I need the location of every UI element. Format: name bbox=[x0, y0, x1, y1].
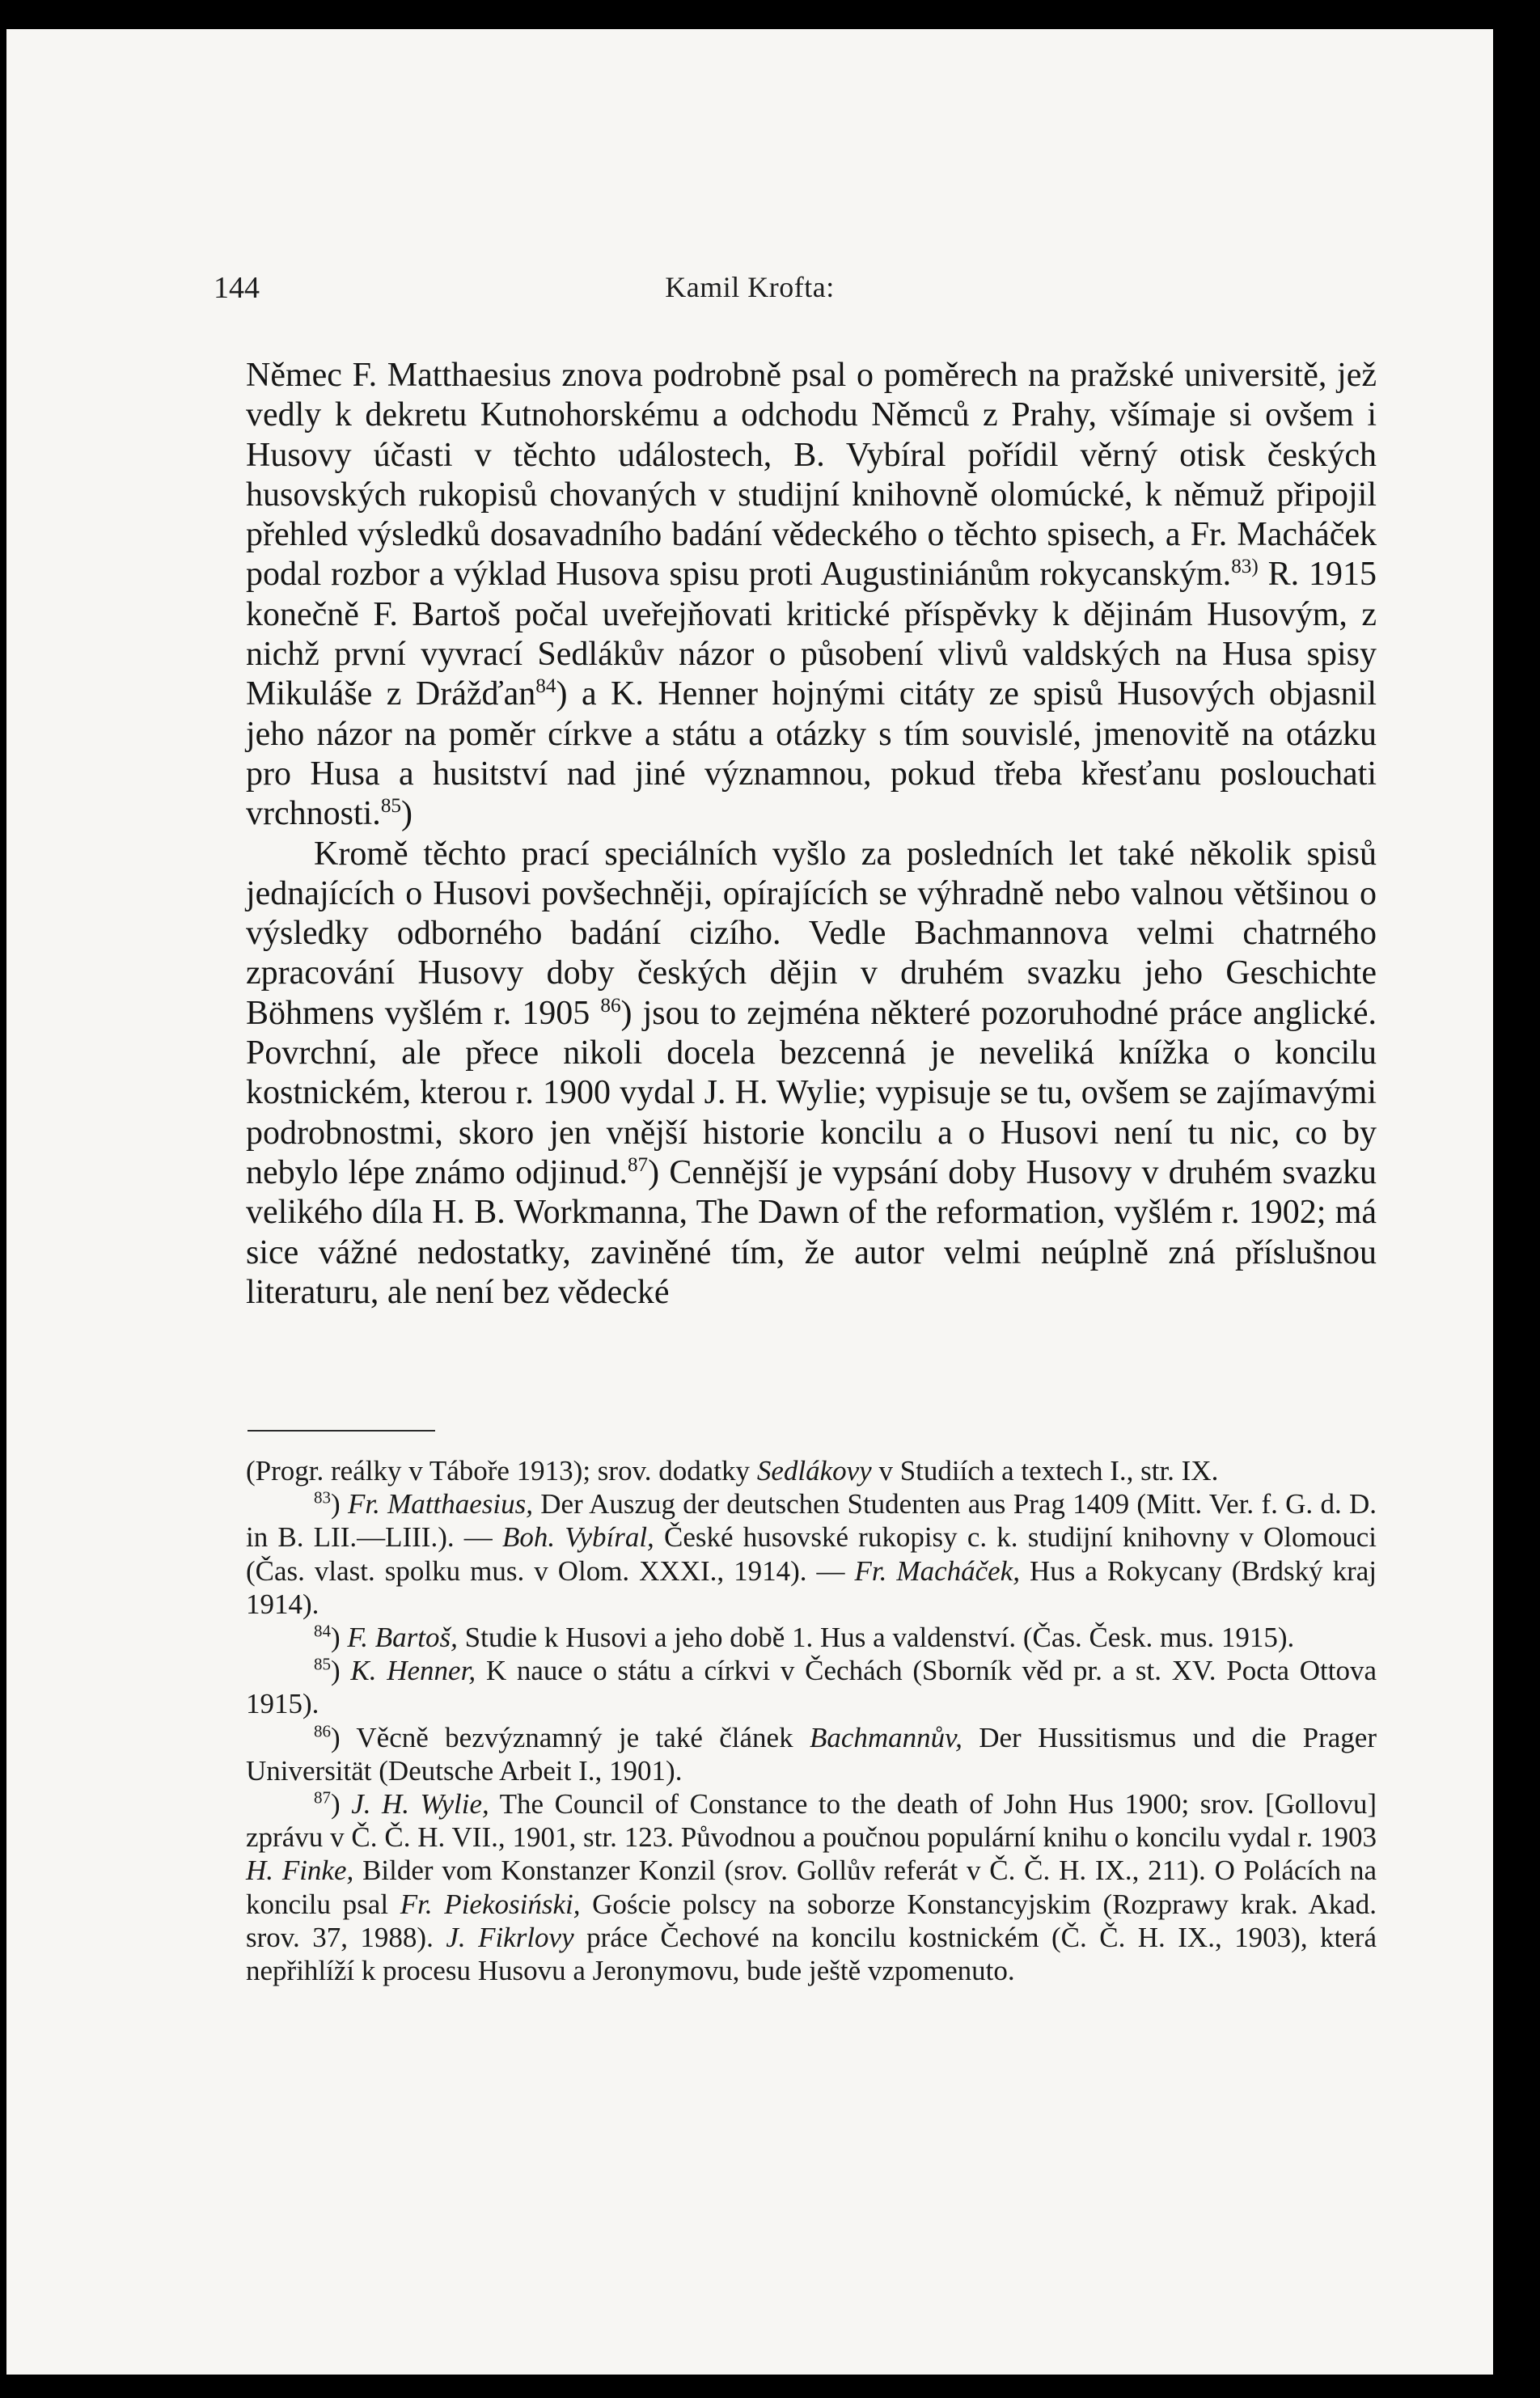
footnote bbox=[246, 1487, 1377, 1621]
page-header bbox=[6, 270, 1493, 311]
text-segment: Studie k Husovi a jeho době 1. Hus a valdenství. (Čas. Česk. mus. 1915). bbox=[457, 1622, 1295, 1654]
text-segment: J. H. Wylie, bbox=[351, 1788, 489, 1821]
book-page bbox=[6, 29, 1493, 2375]
text-segment: ) bbox=[331, 1488, 348, 1520]
text-segment: F. Bartoš, bbox=[347, 1622, 458, 1654]
text-segment: ) bbox=[331, 1788, 352, 1821]
running-head: Kamil Krofta: bbox=[665, 271, 835, 303]
footnote bbox=[246, 1454, 1377, 1487]
text-segment: (Progr. reálky v Táboře 1913); srov. dodatky bbox=[246, 1455, 757, 1487]
text-segment: R. 1915 konečně F. Bartoš počal uveřejňovati kritické příspěvky k dějinám Husovým, z nichž první vyvrací Sedlákův názor o působení vlivů valdských na Husa spisy Mikuláše z Drážďan bbox=[246, 556, 1377, 713]
footnote bbox=[246, 1787, 1377, 1987]
footnote-marker: 84 bbox=[535, 675, 556, 698]
text-segment: Kromě těchto prací speciálních vyšlo za posledních let také několik spisů jednajících o Husovi povšechněji, opírajících se výhradně nebo valnou většinou o výsledky odborného badání cizího. Vedle Bachmannova velmi chatrného zpracování Husovy doby českých dějin v druhém svazku jeho Geschichte Böhmens vyšlém r. 1905 bbox=[246, 835, 1377, 1032]
text-segment: ) a K. Henner hojnými citáty ze spisů Husových objasnil jeho názor na poměr církve a státu a otázky s tím souvislé, jmenovitě na otázku pro Husa a husitství nad jiné významnou, pokud třeba křesťanu poslouchati vrchnosti. bbox=[246, 675, 1377, 833]
footnote-marker: 85 bbox=[380, 795, 401, 818]
text-segment: Bilder vom Konstanzer Konzil (srov. Gollův referát v Č. Č. H. IX., 211). O Polácích na koncilu psal bbox=[246, 1855, 1377, 1920]
footnote-marker: 86 bbox=[314, 1720, 331, 1740]
text-segment: K. Henner, bbox=[350, 1655, 476, 1687]
text-segment: ) bbox=[331, 1655, 351, 1687]
text-segment: ) Cennější je vypsání doby Husovy v druhém svazku velikého díla H. B. Workmanna, The Dawn of the reformation, vyšlém r. 1902; má sice vážné nedostatky, zaviněné tím, že autor velmi neúplně zná příslušnou literaturu, ale není bez vědecké bbox=[246, 1153, 1377, 1311]
text-segment: ) bbox=[331, 1622, 348, 1654]
footnote-marker: 87 bbox=[314, 1787, 331, 1808]
footnote-marker: 85 bbox=[314, 1654, 331, 1674]
text-segment: Goście polscy na soborze Konstancyjskim (Rozprawy krak. Akad. srov. 37, 1988). bbox=[246, 1888, 1377, 1953]
text-segment: Fr. Piekosiński, bbox=[400, 1888, 581, 1920]
footnote-marker: 87 bbox=[627, 1153, 649, 1176]
text-segment: Fr. Macháček, bbox=[854, 1554, 1020, 1587]
page-number: 144 bbox=[214, 271, 260, 305]
text-segment: práce Čechové na koncilu kostnickém (Č. Č. H. IX., 1903), která nepřihlíží k procesu Husovu a Jeronymovu, bude ještě vzpomenuto. bbox=[246, 1921, 1377, 1987]
text-segment: ) jsou to zejména některé pozoruhodné práce anglické. Povrchní, ale přece nikoli docela bezcenná je neveliká knížka o koncilu kostnickém, kterou r. 1900 vydal J. H. Wylie; vypisuje se tu, ovšem se zajímavými podrobnostmi, skoro jen vnější historie koncilu a o Husovi není tu nic, co by nebylo lépe známo odjinud. bbox=[246, 994, 1377, 1191]
text-segment: Der Auszug der deutschen Studenten aus Prag 1409 (Mitt. Ver. f. G. d. D. in B. LII.—LIII.). — bbox=[246, 1488, 1377, 1554]
text-segment: v Studiích a textech I., str. IX. bbox=[871, 1455, 1219, 1487]
text-segment: K nauce o státu a církvi v Čechách (Sborník věd pr. a st. XV. Pocta Ottova 1915). bbox=[246, 1655, 1377, 1720]
text-segment: Sedlákovy bbox=[756, 1455, 872, 1487]
footnotes bbox=[246, 1454, 1377, 1987]
main-text bbox=[246, 356, 1377, 1313]
body-paragraph bbox=[246, 835, 1377, 1313]
footnote bbox=[246, 1621, 1377, 1654]
footnote-marker: 86 bbox=[600, 994, 621, 1017]
text-segment: Fr. Matthaesius, bbox=[347, 1488, 533, 1520]
text-segment: Němec F. Matthaesius znova podrobně psal o poměrech na pražské universitě, jež vedly k dekretu Kutnohorskému a odchodu Němců z Prahy, všímaje si ovšem i Husovy účasti v těchto událostech, B. Vybíral pořídil věrný otisk českých husovských rukopisů chovaných v studijní knihovně olomúcké, k němuž připojil přehled výsledků dosavadního badání vědeckého o těchto spisech, a Fr. Macháček podal rozbor a výklad Husova spisu proti Augustiniánům rokycanským. bbox=[246, 357, 1377, 594]
footnote-marker: 84 bbox=[314, 1621, 331, 1641]
footnote bbox=[246, 1721, 1377, 1787]
text-segment: J. Fikrlovy bbox=[446, 1921, 574, 1953]
footnote bbox=[246, 1654, 1377, 1720]
body-paragraph bbox=[246, 356, 1377, 835]
text-segment: Der Hussitismus und die Prager Universität (Deutsche Arbeit I., 1901). bbox=[246, 1721, 1377, 1787]
text-segment: ) bbox=[401, 795, 412, 833]
text-segment: The Council of Constance to the death of John Hus 1900; srov. [Gollovu] zprávu v Č. Č. H. VII., 1901, str. 123. Původnou a poučnou populární knihu o koncilu vydal r. 1903 bbox=[246, 1788, 1377, 1854]
text-segment: Hus a Rokycany (Brdský kraj 1914). bbox=[246, 1554, 1377, 1620]
text-segment: Boh. Vybíral, bbox=[501, 1521, 654, 1554]
text-segment: H. Finke, bbox=[246, 1855, 354, 1887]
footnote-marker: 83 bbox=[314, 1487, 331, 1508]
footnote-marker: 83) bbox=[1231, 556, 1259, 578]
text-segment: České husovské rukopisy c. k. studijní knihovny v Olomouci (Čas. vlast. spolku mus. v Olom. XXXI., 1914). — bbox=[246, 1521, 1377, 1587]
text-segment: ) Věcně bezvýznamný je také článek bbox=[331, 1721, 810, 1753]
text-segment: Bachmannův, bbox=[809, 1721, 962, 1753]
footnote-separator bbox=[248, 1430, 435, 1432]
